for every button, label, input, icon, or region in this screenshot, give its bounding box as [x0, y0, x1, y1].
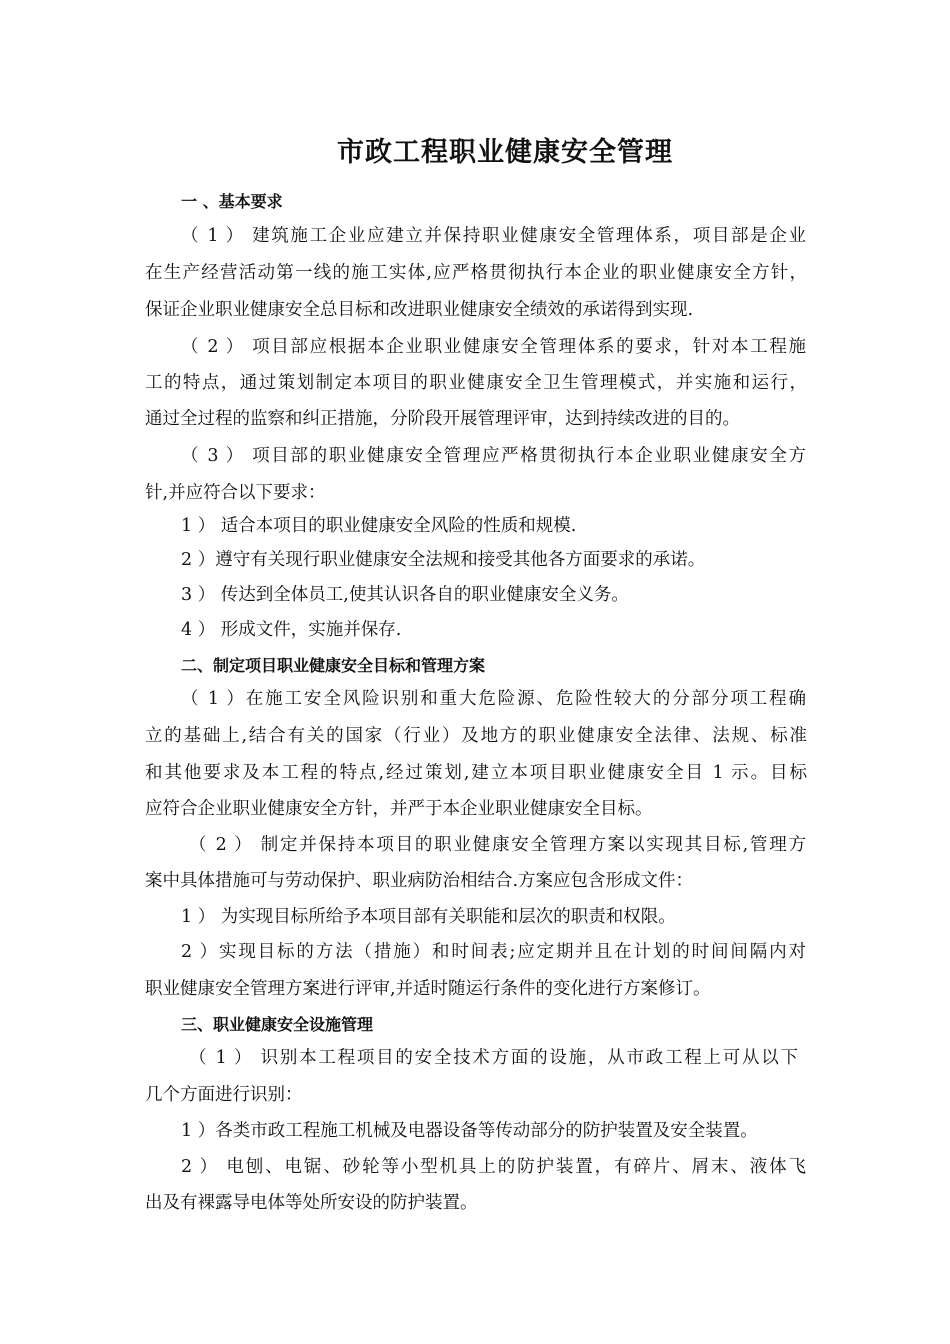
paragraph-line: （ 2 ） 项目部应根据本企业职业健康安全管理体系的要求，针对本工程施 [181, 337, 806, 357]
section-heading-3: 三、职业健康安全设施管理 [181, 1015, 374, 1034]
list-item: 3 ） 传达到全体员工,使其认识各自的职业健康安全义务。 [181, 585, 629, 605]
paragraph-line: 通过全过程的监察和纠正措施，分阶段开展管理评审，达到持续改进的目的。 [145, 409, 740, 429]
paragraph-line: 立的基础上,结合有关的国家（行业）及地方的职业健康安全法律、法规、标准 [145, 726, 807, 746]
paragraph-line: 在生产经营活动第一线的施工实体,应严格贯彻执行本企业的职业健康安全方针， [145, 263, 807, 283]
paragraph-line: 和其他要求及本工程的特点,经过策划,建立本项目职业健康安全目 1 示。目标 [145, 763, 807, 783]
list-item: 2 ）遵守有关现行职业健康安全法规和接受其他各方面要求的承诺。 [181, 550, 706, 570]
list-item: 2 ） 电刨、电锯、砂轮等小型机具上的防护装置，有碎片、屑末、液体飞 [181, 1157, 806, 1177]
paragraph-line: 案中具体措施可与劳动保护、职业病防治相结合.方案应包含形成文件： [145, 871, 694, 891]
paragraph-line: （ 1 ） 识别本工程项目的安全技术方面的设施，从市政工程上可从以下 [189, 1048, 798, 1068]
paragraph-line: 应符合企业职业健康安全方针，并严于本企业职业健康安全目标。 [145, 799, 653, 819]
section-heading-2: 二、制定项目职业健康安全目标和管理方案 [181, 656, 486, 675]
paragraph-line: （ 2 ） 制定并保持本项目的职业健康安全管理方案以实现其目标,管理方 [189, 835, 806, 855]
paragraph-line: 保证企业职业健康安全总目标和改进职业健康安全绩效的承诺得到实现. [145, 300, 694, 320]
list-item: 2 ）实现目标的方法（措施）和时间表;应定期并且在计划的时间间隔内对 [181, 942, 806, 962]
paragraph-line: （ 1 ） 建筑施工企业应建立并保持职业健康安全管理体系，项目部是企业 [181, 226, 806, 246]
list-item: 4 ） 形成文件，实施并保存. [181, 620, 402, 640]
paragraph-line: （ 1 ）在施工安全风险识别和重大危险源、危险性较大的分部分项工程确 [181, 689, 806, 709]
paragraph-line: 工的特点，通过策划制定本项目的职业健康安全卫生管理模式，并实施和运行， [145, 373, 807, 393]
list-item: 1 ）各类市政工程施工机械及电器设备等传动部分的防护装置及安全装置。 [181, 1121, 758, 1141]
paragraph-line: 几个方面进行识别： [145, 1085, 303, 1105]
list-item: 1 ） 适合本项目的职业健康安全风险的性质和规模. [181, 516, 577, 536]
paragraph-line: 职业健康安全管理方案进行评审,并适时随运行条件的变化进行方案修订。 [145, 979, 711, 999]
paragraph-line: 出及有裸露导电体等处所安设的防护装置。 [145, 1193, 478, 1213]
paragraph-line: （ 3 ） 项目部的职业健康安全管理应严格贯彻执行本企业职业健康安全方 [181, 446, 806, 466]
paragraph-line: 针,并应符合以下要求： [145, 483, 326, 503]
document-title: 市政工程职业健康安全管理 [337, 137, 673, 168]
list-item: 1 ） 为实现目标所给予本项目部有关职能和层次的职责和权限。 [181, 907, 676, 927]
section-heading-1: 一 、基本要求 [181, 192, 283, 211]
